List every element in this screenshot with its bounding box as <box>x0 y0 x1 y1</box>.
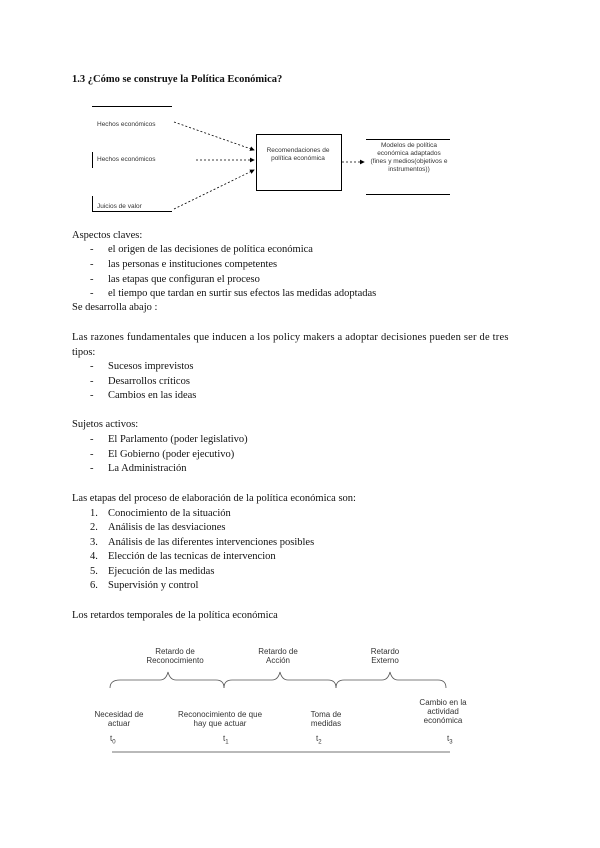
arrow-hechos-1 <box>174 122 254 150</box>
reasons-intro-1: Las razones fundamentales que inducen a los policy makers a adoptar decisiones pueden ser de tres <box>72 332 509 343</box>
list-item: Análisis de las desviaciones <box>108 522 226 533</box>
output-label: Modelos de política económica adaptados (fines y medios(objetivos e instrumentos)) <box>370 142 448 173</box>
diagram-arrows <box>0 0 600 230</box>
arrow-juicios <box>174 170 254 209</box>
event-recognition: Reconocimiento de que hay que actuar <box>177 710 263 728</box>
list-item: Ejecución de las medidas <box>108 566 215 577</box>
brace-recognition <box>110 672 224 688</box>
brace-action <box>224 672 336 688</box>
reasons-intro-2: tipos: <box>72 347 96 358</box>
timeline-braces <box>0 660 600 800</box>
t0-label: $t_0$ <box>110 734 116 746</box>
center-label: Recomendaciones de política económica <box>266 147 330 162</box>
list-item: El Gobierno (poder ejecutivo) <box>108 449 235 460</box>
list-item: Elección de las tecnicas de intervencion <box>108 551 276 562</box>
list-item: Sucesos imprevistos <box>108 361 194 372</box>
list-item: Conocimiento de la situación <box>108 508 231 519</box>
t3-label: $t_3$ <box>447 734 453 746</box>
stages-heading: Las etapas del proceso de elaboración de la política económica son: <box>72 493 356 504</box>
list-item: las personas e instituciones competentes <box>108 259 278 270</box>
aspects-heading: Aspectos claves: <box>72 230 143 241</box>
input-juicios: Juicios de valor <box>97 203 142 210</box>
list-item: el origen de las decisiones de política económica <box>108 244 313 255</box>
list-item: - <box>90 274 94 285</box>
lag-external: Retardo Externo <box>370 647 400 665</box>
list-item: La Administración <box>108 463 187 474</box>
input-hechos-1: Hechos económicos <box>97 121 156 128</box>
event-change: Cambio en la actividad económica <box>419 698 467 725</box>
list-item: Cambios en las ideas <box>108 390 197 401</box>
brace-external <box>336 672 446 688</box>
list-item: - <box>90 244 94 255</box>
list-item: el tiempo que tardan en surtir sus efectos las medidas adoptadas <box>108 288 377 299</box>
event-need: Necesidad de actuar <box>94 710 144 728</box>
list-item: Supervisión y control <box>108 580 199 591</box>
input-hechos-2: Hechos económicos <box>97 156 156 163</box>
lag-recognition: Retardo de Reconocimiento <box>146 647 204 665</box>
list-item: las etapas que configuran el proceso <box>108 274 260 285</box>
developed-note: Se desarrolla abajo : <box>72 302 158 313</box>
lags-heading: Los retardos temporales de la política económica <box>72 610 278 621</box>
event-measures: Toma de medidas <box>310 710 342 728</box>
list-item: El Parlamento (poder legislativo) <box>108 434 248 445</box>
t2-label: $t_2$ <box>316 734 322 746</box>
list-item: Desarrollos críticos <box>108 376 190 387</box>
lag-action: Retardo de Acción <box>258 647 298 665</box>
list-item: - <box>90 259 94 270</box>
t1-label: $t_1$ <box>223 734 229 746</box>
list-item: - <box>90 288 94 299</box>
list-item: Análisis de las diferentes intervenciones posibles <box>108 537 315 548</box>
section-title: 1.3 ¿Cómo se construye la Política Económica? <box>72 74 283 85</box>
subjects-heading: Sujetos activos: <box>72 419 139 430</box>
